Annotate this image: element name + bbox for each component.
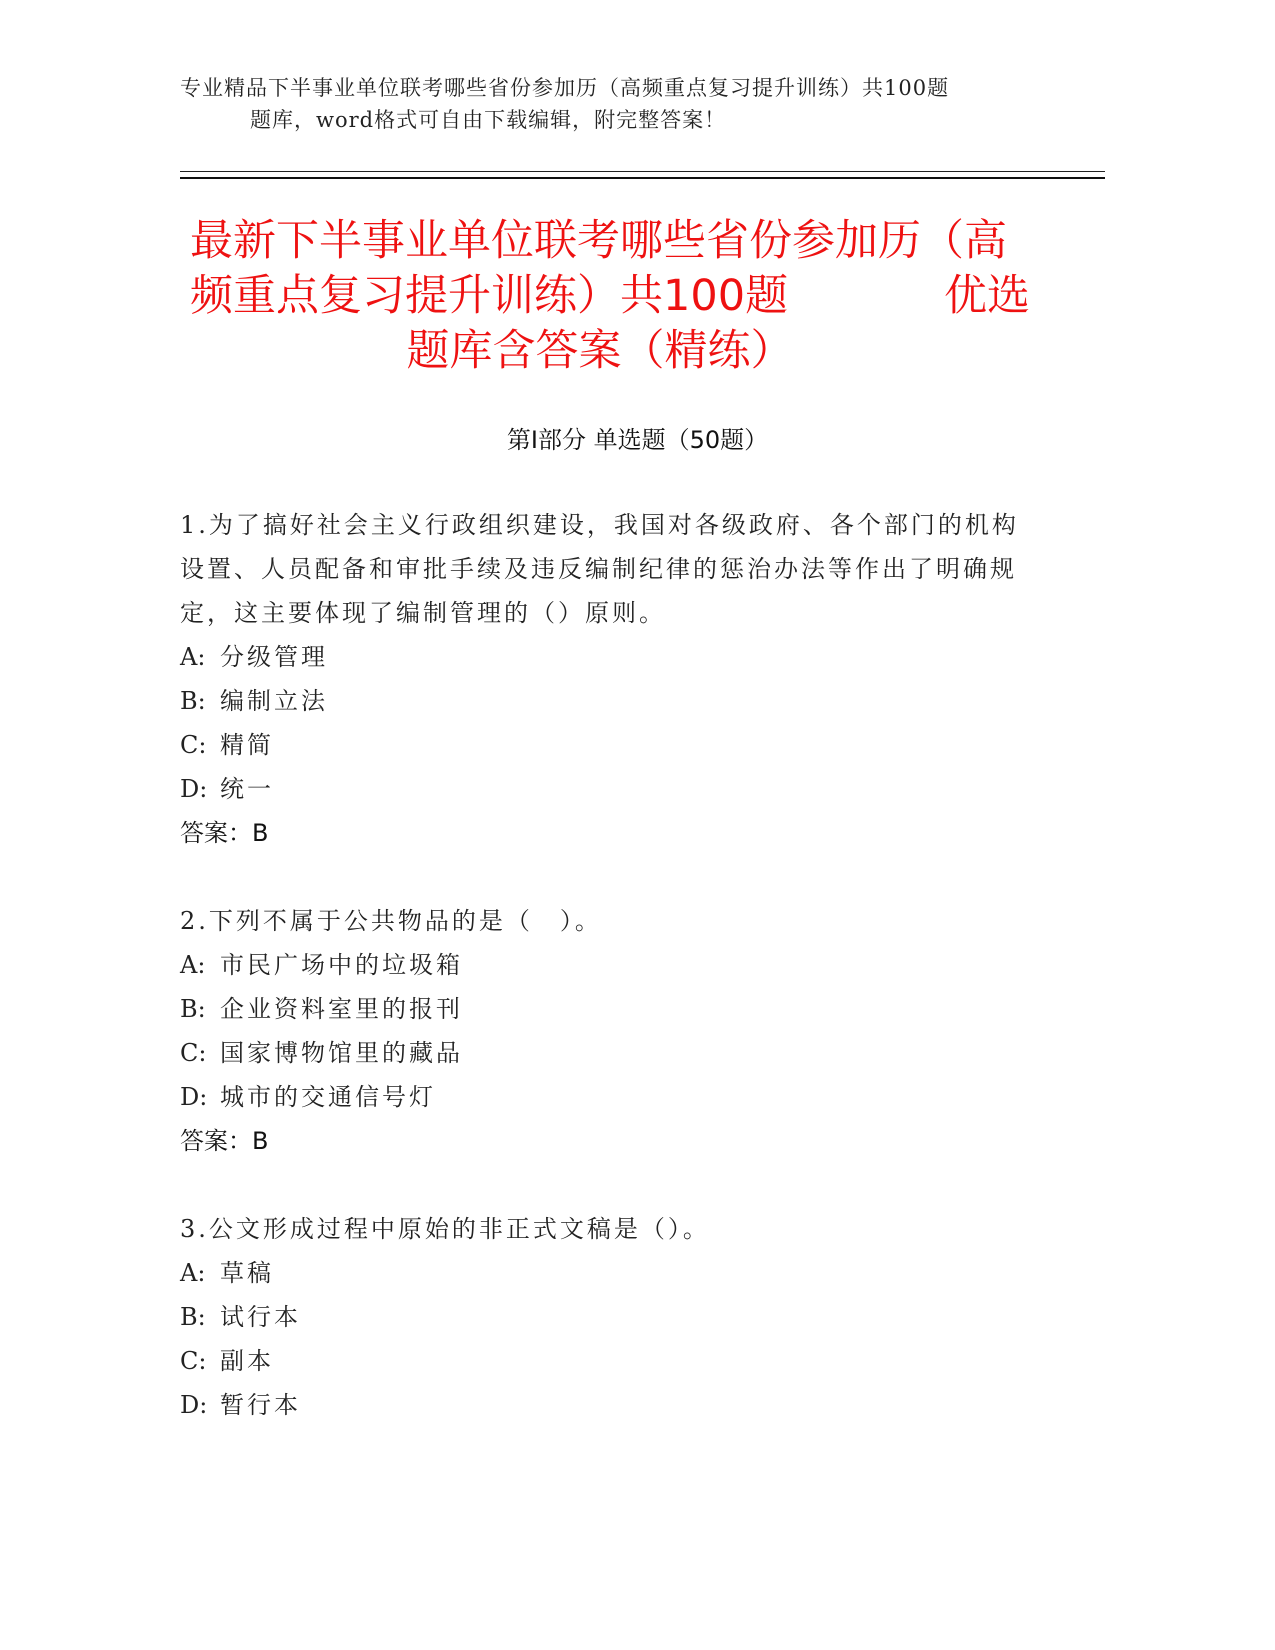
option-text: 统一: [220, 775, 274, 803]
question-item: [180, 1207, 1020, 1427]
title-line-3: 题库含答案（精练）: [406, 326, 794, 376]
option-text: 分级管理: [220, 643, 328, 671]
option-key: B:: [180, 1303, 206, 1331]
option-key: C:: [180, 731, 207, 759]
option-c: [180, 723, 1020, 767]
question-stem: 3.公文形成过程中原始的非正式文稿是（）。: [180, 1215, 710, 1243]
option-text: 草稿: [220, 1259, 274, 1287]
document-title: [190, 214, 1030, 379]
option-d: [180, 767, 1020, 811]
option-key: C:: [180, 1347, 207, 1375]
question-stem: 2.下列不属于公共物品的是（ ）。: [180, 907, 602, 935]
option-b: [180, 679, 1020, 723]
header-divider-thick: [180, 177, 1105, 179]
option-text: 精简: [220, 731, 274, 759]
header-line-2: 题库，word格式可自由下载编辑，附完整答案！: [250, 108, 727, 132]
answer-line: 答案：B: [180, 819, 269, 847]
option-b: [180, 1295, 1020, 1339]
section-heading: 第I部分 单选题（50题）: [506, 426, 769, 454]
option-text: 企业资料室里的报刊: [220, 995, 463, 1023]
option-text: 试行本: [220, 1303, 301, 1331]
option-key: B:: [180, 995, 206, 1023]
option-a: [180, 635, 1020, 679]
option-a: [180, 943, 1020, 987]
document-header: [180, 72, 1040, 136]
option-key: B:: [180, 687, 206, 715]
header-divider-thin: [180, 171, 1105, 172]
option-key: A:: [180, 643, 206, 671]
title-line-2-tail: 优选: [944, 271, 1030, 321]
option-a: [180, 1251, 1020, 1295]
question-stem: 1.为了搞好社会主义行政组织建设，我国对各级政府、各个部门的机构设置、人员配备和审批手续及违反编制纪律的惩治办法等作出了明确规定，这主要体现了编制管理的（）原则。: [180, 511, 1019, 627]
option-c: [180, 1031, 1020, 1075]
option-text: 暂行本: [220, 1391, 301, 1419]
option-d: [180, 1383, 1020, 1427]
title-line-2-main: 频重点复习提升训练）共100题: [190, 271, 789, 321]
option-text: 国家博物馆里的藏品: [220, 1039, 463, 1067]
option-key: A:: [180, 951, 206, 979]
option-key: D:: [180, 1083, 208, 1111]
question-list: [180, 503, 1020, 1471]
title-line-2: [190, 269, 1030, 324]
question-item: [180, 899, 1020, 1163]
option-text: 城市的交通信号灯: [220, 1083, 436, 1111]
option-b: [180, 987, 1020, 1031]
option-text: 副本: [220, 1347, 274, 1375]
answer-line: 答案：B: [180, 1127, 269, 1155]
header-line-1: 专业精品下半事业单位联考哪些省份参加历（高频重点复习提升训练）共100题: [180, 76, 950, 100]
option-key: A:: [180, 1259, 206, 1287]
option-d: [180, 1075, 1020, 1119]
option-key: D:: [180, 1391, 208, 1419]
option-text: 编制立法: [220, 687, 328, 715]
question-item: [180, 503, 1020, 855]
option-text: 市民广场中的垃圾箱: [220, 951, 463, 979]
option-key: D:: [180, 775, 208, 803]
option-key: C:: [180, 1039, 207, 1067]
title-line-1: 最新下半事业单位联考哪些省份参加历（高: [190, 216, 1007, 266]
option-c: [180, 1339, 1020, 1383]
